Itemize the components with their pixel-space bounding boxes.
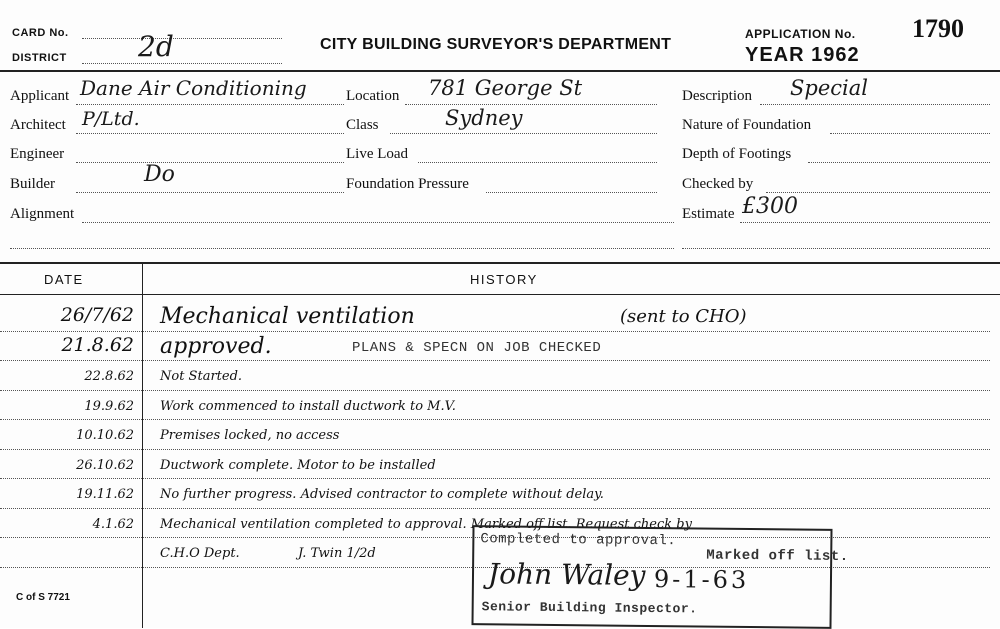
history-row-rule xyxy=(0,449,990,450)
applicant-value: Dane Air Conditioning xyxy=(80,76,307,100)
history-date: 26.10.62 xyxy=(76,457,134,473)
history-row-rule xyxy=(0,478,990,479)
applicant-label: Applicant xyxy=(10,88,70,104)
history-date: 26/7/62 xyxy=(60,304,134,326)
stamp-line-marked: Marked off list. xyxy=(706,547,849,566)
history-row-rule xyxy=(0,360,990,361)
engineer-line xyxy=(76,162,344,163)
history-note: (sent to CHO) xyxy=(620,306,747,327)
live-load-line xyxy=(418,162,657,163)
depth-of-footings-label: Depth of Footings xyxy=(682,146,792,162)
history-header-rule xyxy=(0,294,1000,295)
stamp-line-completed: Completed to approval. xyxy=(480,531,677,550)
district-label: DISTRICT xyxy=(12,52,67,64)
history-row-rule xyxy=(0,390,990,391)
foundation-pressure-line xyxy=(486,192,657,193)
architect-line xyxy=(76,133,344,134)
application-label: APPLICATION No. xyxy=(745,27,856,41)
history-text: Not Started. xyxy=(160,369,243,384)
history-text: Work commenced to install ductwork to M.V. xyxy=(160,398,456,414)
history-note: J. Twin 1/2d xyxy=(298,546,376,561)
stamp-date: 9-1-63 xyxy=(653,565,750,595)
depth-line xyxy=(808,162,990,163)
builder-value: Do xyxy=(144,162,175,187)
engineer-label: Engineer xyxy=(10,146,65,162)
estimate-label: Estimate xyxy=(682,206,735,222)
class-line xyxy=(390,133,657,134)
estimate-value: £300 xyxy=(742,194,798,219)
department-title: CITY BUILDING SURVEYOR'S DEPARTMENT xyxy=(320,36,672,53)
history-row-rule xyxy=(0,419,990,420)
card-no-line xyxy=(82,38,282,39)
history-note: PLANS & SPECN ON JOB CHECKED xyxy=(352,339,602,356)
fields-rule xyxy=(0,262,1000,264)
history-text: C.H.O Dept. xyxy=(160,546,240,561)
checked-by-line xyxy=(766,192,990,193)
location-line xyxy=(405,104,657,105)
stamp-title: Senior Building Inspector. xyxy=(481,599,698,617)
history-row-rule xyxy=(0,508,990,509)
form-code: C of S 7721 xyxy=(16,592,70,603)
year-label: YEAR 1962 xyxy=(745,44,860,66)
header-rule xyxy=(0,70,1000,72)
applicant-line xyxy=(76,104,344,105)
class-label: Class xyxy=(346,117,379,133)
district-value: 2d xyxy=(138,30,174,63)
history-text: approved. xyxy=(160,333,272,359)
location-label: Location xyxy=(346,88,400,104)
history-date: 4.1.62 xyxy=(92,516,134,532)
class-value: Sydney xyxy=(445,106,523,130)
nature-line xyxy=(830,133,990,134)
builder-line xyxy=(76,192,344,193)
description-value: Special xyxy=(790,76,868,100)
description-line xyxy=(760,104,990,105)
extra-line-2 xyxy=(682,248,990,249)
builder-label: Builder xyxy=(10,176,55,192)
history-date: 21.8.62 xyxy=(61,333,134,356)
history-date: 10.10.62 xyxy=(76,428,134,443)
history-row-rule xyxy=(0,331,990,332)
stamp-signature: John Waley xyxy=(487,557,646,592)
history-text: No further progress. Advised contractor to complete without delay. xyxy=(160,487,604,502)
history-text: Mechanical ventilation xyxy=(160,304,415,329)
architect-label: Architect xyxy=(10,117,66,133)
history-text: Mechanical ventilation completed to approval. Marked off list. Request check by xyxy=(160,516,692,532)
live-load-label: Live Load xyxy=(346,146,409,162)
date-header: DATE xyxy=(44,272,84,287)
nature-of-foundation-label: Nature of Foundation xyxy=(682,117,812,133)
alignment-label: Alignment xyxy=(10,206,75,222)
card-no-label: CARD No. xyxy=(12,27,69,39)
district-line xyxy=(82,63,282,64)
approval-stamp xyxy=(471,525,849,629)
date-column-divider xyxy=(142,262,143,628)
history-date: 19.9.62 xyxy=(84,398,134,414)
history-header: HISTORY xyxy=(470,272,538,287)
history-date: 22.8.62 xyxy=(84,369,134,384)
architect-value: P/Ltd. xyxy=(82,108,140,130)
application-number: 1790 xyxy=(912,14,964,43)
location-value: 781 George St xyxy=(428,76,583,100)
estimate-line xyxy=(740,222,990,223)
history-date: 19.11.62 xyxy=(76,487,134,502)
history-text: Premises locked, no access xyxy=(160,428,340,443)
description-label: Description xyxy=(682,88,752,104)
extra-line-1 xyxy=(10,248,674,249)
foundation-pressure-label: Foundation Pressure xyxy=(346,176,469,192)
alignment-line xyxy=(82,222,674,223)
history-text: Ductwork complete. Motor to be installed xyxy=(160,457,436,473)
checked-by-label: Checked by xyxy=(682,176,754,192)
